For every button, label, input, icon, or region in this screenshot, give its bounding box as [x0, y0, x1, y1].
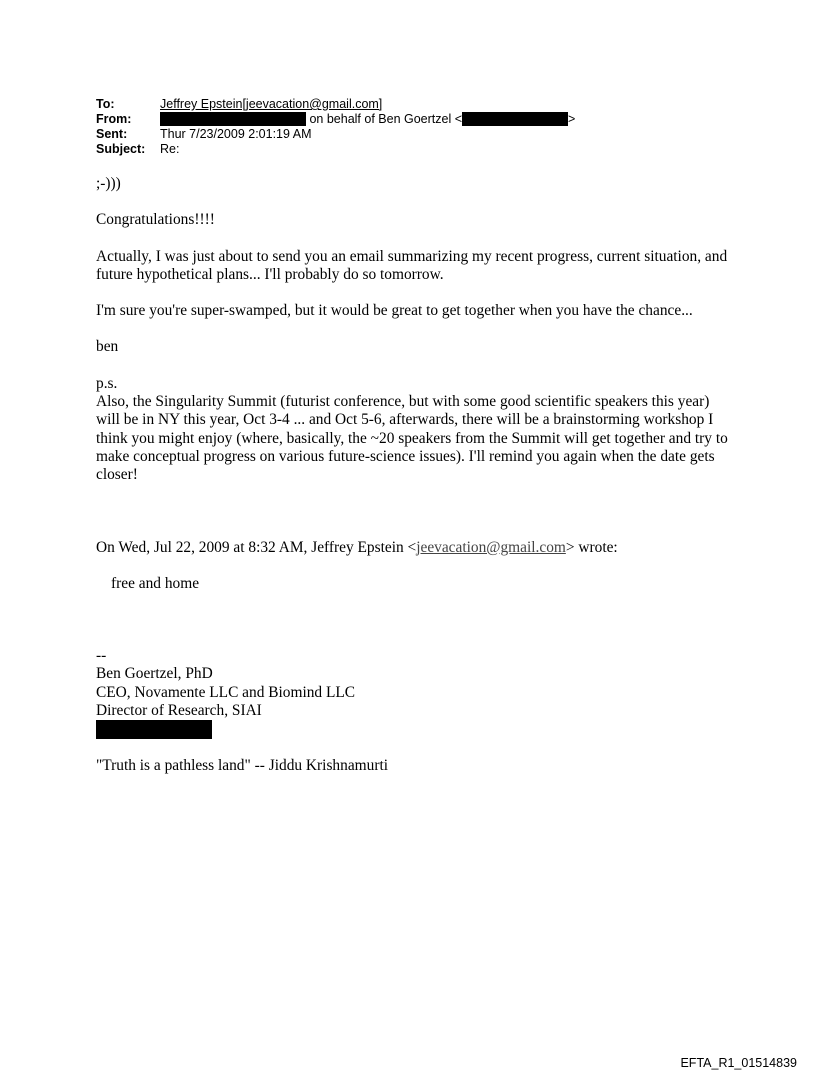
from-row	[96, 112, 575, 127]
sign-off: ben	[96, 338, 119, 356]
body-paragraph: Actually, I was just about to send you an email summarizing my recent progress, current situation, and future hypothetical plans... I'll probably do so tomorrow.	[96, 247, 728, 283]
from-text: on behalf of Ben Goertzel <	[306, 112, 463, 126]
ps-label: p.s.	[96, 374, 118, 392]
email-link[interactable]: jeevacation@gmail.com	[416, 538, 566, 556]
sent-row	[96, 127, 575, 142]
body-paragraph: I'm sure you're super-swamped, but it would be great to get together when you have the chance...	[96, 302, 693, 320]
body-line: Congratulations!!!!	[96, 211, 215, 229]
from-label: From:	[96, 112, 132, 126]
to-row	[96, 97, 575, 112]
email-header	[96, 97, 575, 157]
document-id: EFTA_R1_01514839	[680, 1056, 797, 1070]
signature-quote: "Truth is a pathless land" -- Jiddu Krishnamurti	[96, 757, 389, 775]
quoted-intro-prefix: On Wed, Jul 22, 2009 at 8:32 AM, Jeffrey Epstein <	[96, 538, 417, 556]
to-label: To:	[96, 97, 115, 111]
signature-separator: --	[96, 647, 107, 665]
subject-row	[96, 142, 575, 157]
redaction-box	[96, 720, 212, 739]
signature-title: CEO, Novamente LLC and Biomind LLC	[96, 683, 356, 701]
quoted-text: free and home	[111, 574, 200, 592]
sent-value: Thur 7/23/2009 2:01:19 AM	[160, 127, 312, 141]
body-line: ;-)))	[96, 175, 121, 192]
ps-paragraph: Also, the Singularity Summit (futurist conference, but with some good scientific speakers this year) will be in NY this year, Oct 3-4 ... and Oct 5-6, afterwards, there will be a brainstorming workshop I think you might enjoy (where, basically, the ~20 speakers from the Summit will get together and try to make conceptual progress on various future-science issues). I'll remind you again when the date gets closer!	[96, 393, 728, 484]
quoted-intro	[96, 539, 736, 557]
from-close: >	[568, 112, 576, 126]
redaction-box	[160, 112, 306, 126]
quoted-intro-suffix: > wrote:	[565, 538, 618, 556]
redaction-box	[462, 112, 568, 126]
subject-value: Re:	[160, 142, 180, 156]
email-body	[96, 175, 736, 776]
sent-label: Sent:	[96, 127, 128, 141]
signature-name: Ben Goertzel, PhD	[96, 665, 213, 683]
to-value: Jeffrey Epstein[jeevacation@gmail.com]	[160, 97, 383, 111]
signature-title: Director of Research, SIAI	[96, 702, 262, 720]
subject-label: Subject:	[96, 142, 146, 156]
